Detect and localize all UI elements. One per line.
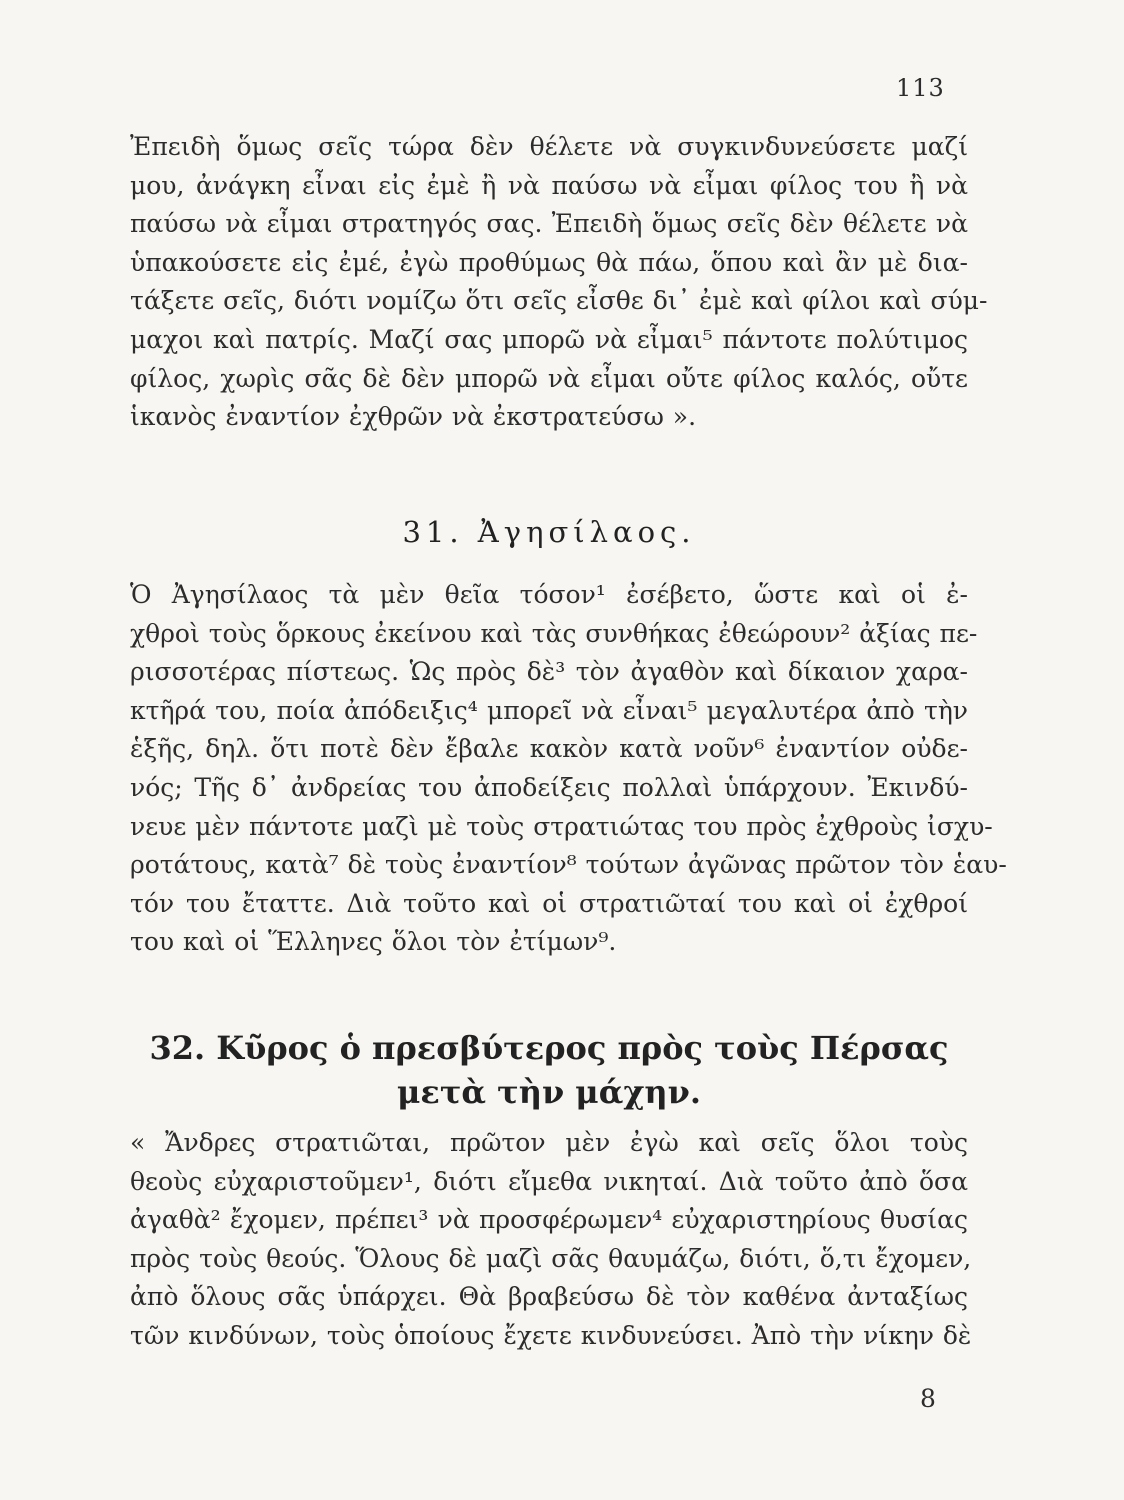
text-line: ἑξῆς, δηλ. ὅτι ποτὲ δὲν ἔβαλε κακὸν κατὰ νοῦν⁶ ἐναντίον οὐδε- [130, 734, 968, 764]
text-line: « Ἄνδρες στρατιῶται, πρῶτον μὲν ἐγὼ καὶ σεῖς ὅλοι τοὺς [130, 1128, 968, 1157]
paragraph-2 [130, 576, 1007, 962]
text-line: τόν του ἔταττε. Διὰ τοῦτο καὶ οἱ στρατιῶταί του καὶ οἱ ἐχθροί [130, 888, 968, 918]
text-line: τῶν κινδύνων, τοὺς ὁποίους ἔχετε κινδυνεύσει. Ἀπὸ τὴν νίκην δὲ [130, 1320, 972, 1350]
text-line: χθροὶ τοὺς ὅρκους ἐκείνου καὶ τὰς συνθήκας ἐθεώρουν² ἀξίας πε- [130, 618, 978, 648]
text-line: ἀγαθὰ² ἔχομεν, πρέπει³ νὰ προσφέρωμεν⁴ εὐχαριστηρίους θυσίας [130, 1205, 968, 1235]
heading-line: 32. Κῦρος ὁ πρεσβύτερος πρὸς τοὺς Πέρσας [149, 1029, 949, 1067]
text-line: ρισσοτέρας πίστεως. Ὡς πρὸς δὲ³ τὸν ἀγαθὸν καὶ δίκαιον χαρα- [130, 657, 968, 687]
text-line: ἱκανὸς ἐναντίον ἐχθρῶν νὰ ἐκστρατεύσω ». [130, 402, 697, 432]
text-line: ὑπακούσετε εἰς ἐμέ, ἐγὼ προθύμως θὰ πάω, ὅπου καὶ ἂν μὲ δια- [130, 247, 968, 277]
text-line: ροτάτους, κατὰ⁷ δὲ τοὺς ἐναντίον⁸ τούτων ἀγῶνας πρῶτον τὸν ἑαυ- [130, 850, 1007, 880]
text-line: Ἐπειδὴ ὅμως σεῖς τώρα δὲν θέλετε νὰ συγκινδυνεύσετε μαζί [130, 132, 968, 161]
text-line: νευε μὲν πάντοτε μαζὶ μὲ τοὺς στρατιώτας του πρὸς ἐχθροὺς ἰσχυ- [130, 811, 993, 841]
text-line: πρὸς τοὺς θεούς. Ὅλους δὲ μαζὶ σᾶς θαυμάζω, διότι, ὅ,τι ἔχομεν, [130, 1243, 972, 1273]
section-heading-32 [130, 1026, 968, 1114]
text-line: κτῆρά του, ποία ἀπόδειξις⁴ μπορεῖ νὰ εἶναι⁵ μεγαλυτέρα ἀπὸ τὴν [130, 695, 968, 725]
text-line: νός; Τῆς δ᾿ ἀνδρείας του ἀποδείξεις πολλαὶ ὑπάρχουν. Ἐκινδύ- [130, 772, 968, 802]
page-number: 113 [896, 74, 945, 102]
signature-mark: 8 [920, 1384, 936, 1413]
text-line: παύσω νὰ εἶμαι στρατηγός σας. Ἐπειδὴ ὅμως σεῖς δὲν θέλετε νὰ [130, 209, 968, 239]
paragraph-1 [130, 128, 988, 437]
text-line: τάξετε σεῖς, διότι νομίζω ὅτι σεῖς εἶσθε δι᾿ ἐμὲ καὶ φίλοι καὶ σύμ- [130, 286, 988, 316]
text-line: θεοὺς εὐχαριστοῦμεν¹, διότι εἴμεθα νικηταί. Διὰ τοῦτο ἀπὸ ὅσα [130, 1166, 968, 1196]
heading-line: μετὰ τὴν μάχην. [396, 1073, 701, 1111]
text-line: ἀπὸ ὅλους σᾶς ὑπάρχει. Θὰ βραβεύσω δὲ τὸν καθένα ἀνταξίως [130, 1282, 968, 1312]
paragraph-3 [130, 1124, 972, 1356]
text-line: μαχοι καὶ πατρίς. Μαζί σας μπορῶ νὰ εἶμαι⁵ πάντοτε πολύτιμος [130, 324, 968, 354]
section-heading-31: 31. Ἀγησίλαος. [402, 515, 696, 549]
text-line: Ὁ Ἀγησίλαος τὰ μὲν θεῖα τόσον¹ ἐσέβετο, ὥστε καὶ οἱ ἐ- [130, 580, 968, 609]
text-line: μου, ἀνάγκη εἶναι εἰς ἐμὲ ἢ νὰ παύσω νὰ εἶμαι φίλος του ἢ νὰ [130, 170, 968, 200]
text-line: φίλος, χωρὶς σᾶς δὲ δὲν μπορῶ νὰ εἶμαι οὔτε φίλος καλός, οὔτε [130, 363, 968, 393]
text-line: του καὶ οἱ Ἕλληνες ὅλοι τὸν ἐτίμων⁹. [130, 927, 617, 957]
